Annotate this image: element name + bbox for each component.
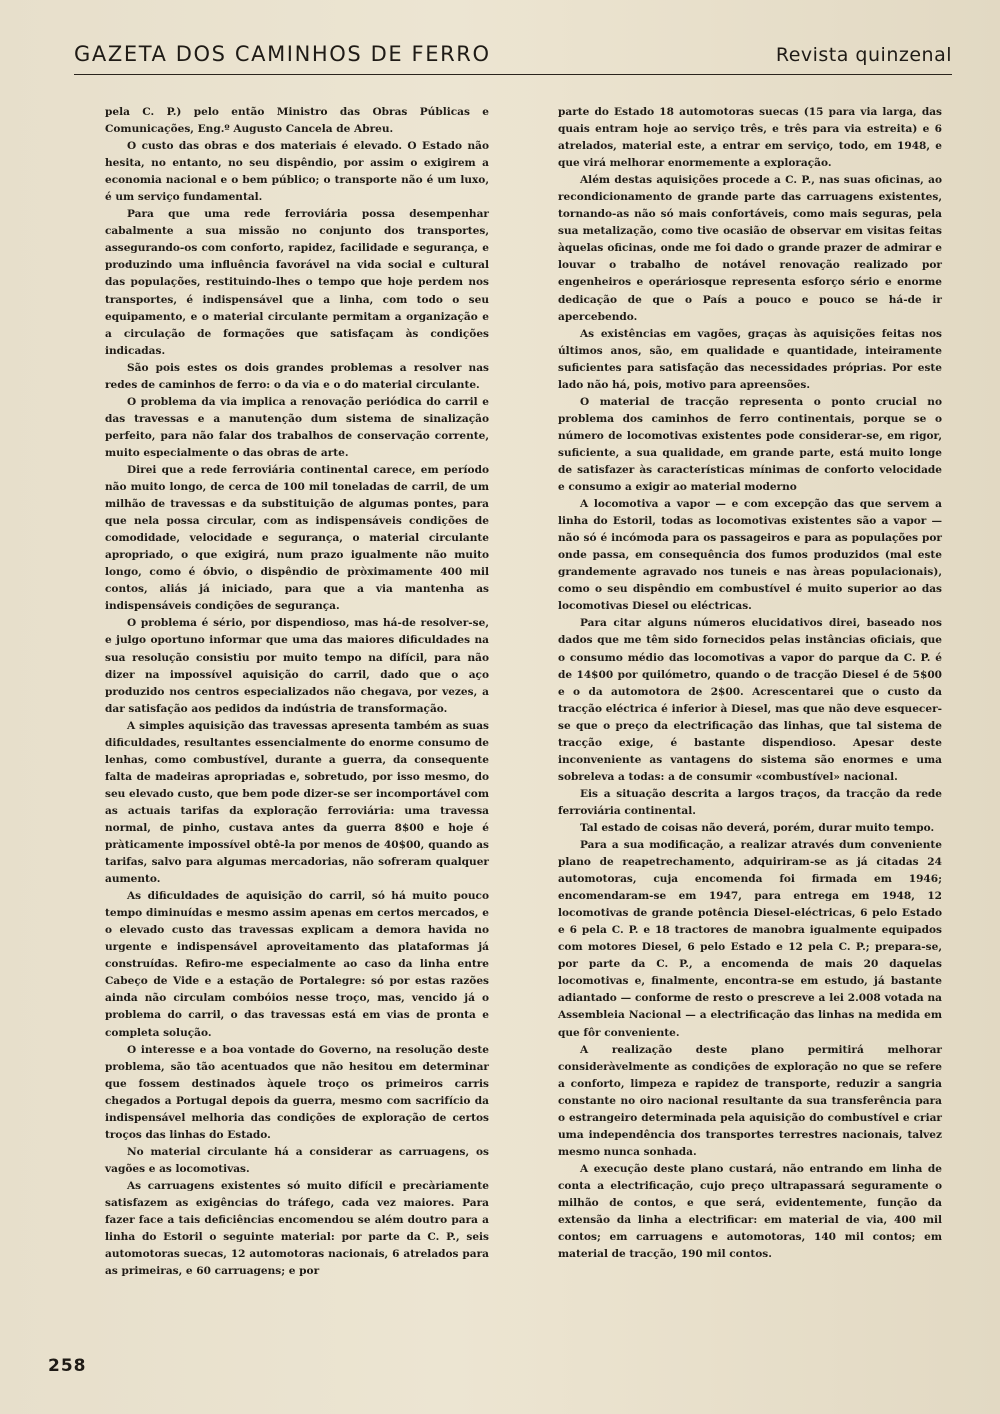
- page-number: 258: [48, 1356, 87, 1376]
- paragraph: As existências em vagões, graças às aquisições feitas nos últimos anos, são, em qualidade e quantidade, inteiramente suficientes para satisfação das necessidades próprias. Por este lado não há, pois, motivo para apreensões.: [558, 327, 942, 391]
- paragraph: Para citar alguns números elucidativos direi, baseado nos dados que me têm sido fornecidos pelas instâncias oficiais, que o consumo médio das locomotivas a vapor do parque da C. P. é de 14$00 por quilómetro, quando o de tracção Diesel é de 5$00 e o da automotora de 2$00. Acrescentarei que o custo da tracção eléctrica é inferior à Diesel, mas que não deve esquecer-se que o preço da electrificação das linhas, que tal sistema de tracção exige, é bastante dispendioso. Apesar deste inconveniente as vantagens do sistema são enormes e uma sobreleva a todas: a de consumir «combustível» nacional.: [558, 617, 942, 783]
- magazine-subtitle: Revista quinzenal: [775, 44, 952, 66]
- paragraph: A execução deste plano custará, não entrando em linha de conta a electrificação, cujo preço ultrapassará seguramente o milhão de contos, e que será, evidentemente, função da extensão da linha a electrificar: em material de via, 400 mil contos; em carruagens e automotoras, 140 mil contos; em material de tracção, 190 mil contos.: [558, 1162, 942, 1261]
- paragraph: parte do Estado 18 automotoras suecas (15 para via larga, das quais entram hoje ao serviço três, e três para via estreita) e 6 atrelados, material este, a entrar em serviço, todo, em 1948, e que virá melhorar enormemente a exploração.: [558, 106, 942, 170]
- paragraph: No material circulante há a considerar as carruagens, os vagões e as locomotivas.: [105, 1145, 489, 1175]
- paragraph: A simples aquisição das travessas apresenta também as suas dificuldades, resultantes essencialmente do enorme consumo de lenhas, como combustível, durante a guerra, da consequente falta de madeiras apropriadas e, sobretudo, por isso mesmo, do seu elevado custo, que bem pode dizer-se ser incomportável com as actuais tarifas da exploração ferroviária: uma travessa normal, de pinho, custava antes da guerra 8$00 e hoje é pràticamente impossível obtê-la por menos de 40$00, quando as tarifas, salvo para algumas mercadorias, não sofreram qualquer aumento.: [105, 719, 489, 886]
- page-header: [74, 40, 952, 75]
- left-column: [105, 104, 489, 1280]
- paragraph: Tal estado de coisas não deverá, porém, durar muito tempo.: [580, 821, 935, 834]
- paragraph: Direi que a rede ferroviária continental carece, em período não muito longo, de cerca de 100 mil toneladas de carril, de um milhão de travessas e da substituição de algumas pontes, para que nela possa circular, com as indispensáveis condições de comodidade, velocidade e segurança, o material circulante apropriado, o que exigirá, num prazo igualmente não muito longo, como é óbvio, o dispêndio de pròximamente 400 mil contos, aliás já iniciado, para que a via mantenha as indispensáveis condições de segurança.: [105, 463, 489, 613]
- paragraph: O custo das obras e dos materiais é elevado. O Estado não hesita, no entanto, no seu dispêndio, por assim o exigirem a economia nacional e o bem público; o transporte não é um luxo, é um serviço fundamental.: [105, 140, 489, 204]
- paragraph: São pois estes os dois grandes problemas a resolver nas redes de caminhos de ferro: o da via e o do material circulante.: [105, 361, 489, 391]
- paragraph: O material de tracção representa o ponto crucial no problema dos caminhos de ferro continentais, porque se o número de locomotivas existentes pode considerar-se, em rigor, suficiente, a sua qualidade, em grande parte, está muito longe de satisfazer às características mínimas de conforto velocidade e consumo a exigir ao material moderno: [558, 395, 942, 494]
- paragraph: O problema é sério, por dispendioso, mas há-de resolver-se, e julgo oportuno informar que uma das maiores dificuldades na sua resolução consistiu por muito tempo na difícil, para não dizer na impossível aquisição do carril, dado que o aço produzido nos centros especializados não chegava, por vezes, a dar satisfação aos pedidos da indústria de transformação.: [105, 617, 489, 715]
- paragraph: A realização deste plano permitirá melhorar consideràvelmente as condições de exploração no que se refere a conforto, limpeza e rapidez de transporte, reduzir a sangria constante no oiro nacional resultante da sua transferência para o estrangeiro determinada pela aquisição do combustível e criar uma independência dos transportes terrestres nacionais, talvez mesmo nunca sonhada.: [558, 1043, 942, 1158]
- paragraph: As dificuldades de aquisição do carril, só há muito pouco tempo diminuídas e mesmo assim apenas em certos mercados, e o elevado custo das travessas explicam a demora havida no urgente e indispensável aproveitamento das plataformas já construídas. Refiro-me especialmente ao caso da linha entre Cabeço de Vide e a estação de Portalegre: só por estas razões ainda não circulam combóios nesse troço, mas, vencido já o problema do carril, o das travessas está em vias de pronta e completa solução.: [105, 890, 489, 1039]
- paragraph: Além destas aquisições procede a C. P., nas suas oficinas, ao recondicionamento de grande parte das carruagens existentes, tornando-as não só mais confortáveis, como mais seguras, pela sua metalização, como tive ocasião de observar em visitas feitas àquelas oficinas, onde me foi dado o grande prazer de admirar e louvar o trabalho de notável renovação realizado por engenheiros e operáriosque representa esforço sério e enorme dedicação de que o País a pouco e pouco se há-de ir apercebendo.: [558, 174, 942, 323]
- paragraph: pela C. P.) pelo então Ministro das Obras Públicas e Comunicações, Eng.º Augusto Cancela de Abreu.: [105, 106, 489, 136]
- paragraph: A locomotiva a vapor — e com excepção das que servem a linha do Estoril, todas as locomotivas existentes são a vapor — não só é incómoda para os passageiros e para as populações por onde passa, em consequência dos fumos produzidos (mal este grandemente agravado nos tuneis e nas àreas populacionais), como o seu dispêndio em combustível é muito superior ao das locomotivas Diesel ou eléctricas.: [558, 498, 942, 613]
- paragraph: Para que uma rede ferroviária possa desempenhar cabalmente a sua missão no conjunto dos transportes, assegurando-os com conforto, rapidez, facilidade e segurança, e produzindo uma influência favorável na vida social e cultural das populações, restituindo-lhes o tempo que hoje perdem nos transportes, é indispensável que a linha, com todo o seu equipamento, e o material circulante permitam a organização e a circulação de formações que satisfaçam às condições indicadas.: [105, 208, 489, 357]
- right-column: [558, 104, 942, 1263]
- magazine-title: GAZETA DOS CAMINHOS DE FERRO: [74, 42, 491, 66]
- paragraph: O problema da via implica a renovação periódica do carril e das travessas e a manutenção dum sistema de sinalização perfeito, para não falar dos trabalhos de conservação corrente, muito especialmente o das obras de arte.: [105, 395, 489, 459]
- paragraph: As carruagens existentes só muito difícil e precàriamente satisfazem as exigências do tráfego, cada vez maiores. Para fazer face a tais deficiências encomendou se além doutro para a linha do Estoril o seguinte material: por parte da C. P., seis automotoras suecas, 12 automotoras nacionais, 6 atrelados para as primeiras, e 60 carruagens; e por: [105, 1179, 489, 1278]
- paragraph: O interesse e a boa vontade do Governo, na resolução deste problema, são tão acentuados que não hesitou em determinar que fossem destinados àquele troço os primeiros carris chegados a Portugal depois da guerra, mesmo com sacrifício da indispensável melhoria das condições de exploração de certos troços das linhas do Estado.: [105, 1043, 489, 1141]
- paragraph: Eis a situação descrita a largos traços, da tracção da rede ferroviária continental.: [558, 787, 942, 817]
- paragraph: Para a sua modificação, a realizar através dum conveniente plano de reapetrechamento, adquiriram-se as já citadas 24 automotoras, cuja encomenda foi firmada em 1946; encomendaram-se em 1947, para entrega em 1948, 12 locomotivas de grande potência Diesel-eléctricas, 6 pelo Estado e 6 pela C. P. e 18 tractores de manobra igualmente equipados com motores Diesel, 6 pelo Estado e 12 pela C. P.; prepara-se, por parte da C. P., a encomenda de mais 20 daquelas locomotivas e, finalmente, encontra-se em estudo, já bastante adiantado — conforme de resto o prescreve a lei 2.008 votada na Assembleia Nacional — a electrificação das linhas na medida em que fôr conveniente.: [558, 839, 942, 1039]
